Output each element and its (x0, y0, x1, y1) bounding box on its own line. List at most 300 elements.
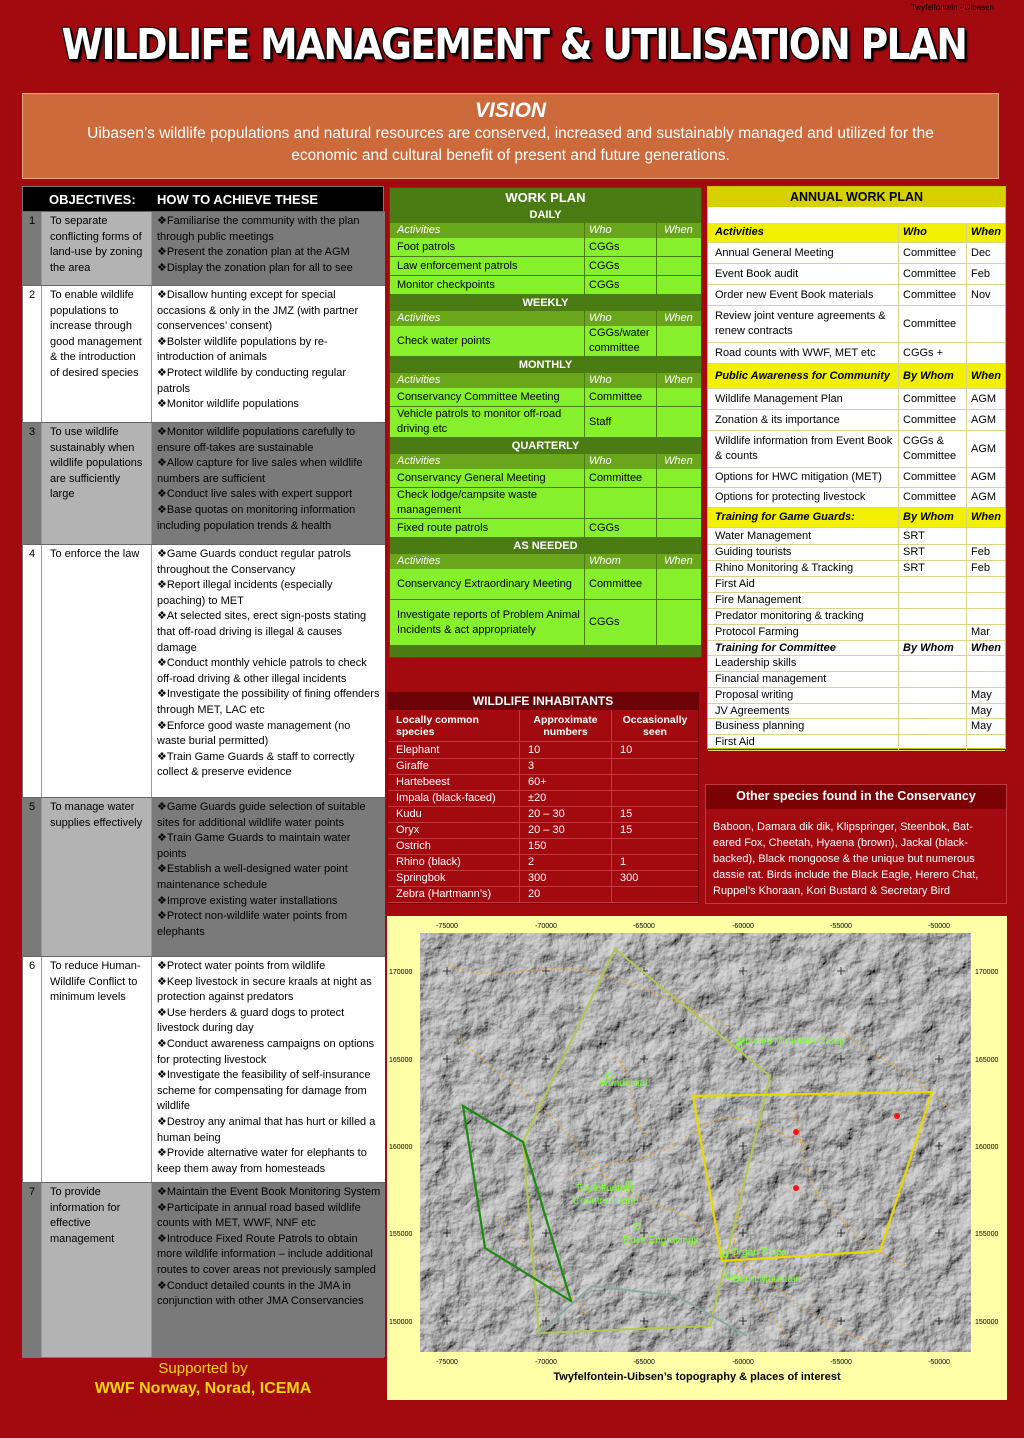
how-item: ❖Protect water points from wildlife (157, 960, 326, 972)
who: By Whom (899, 508, 967, 527)
y-tick-right: 160000 (975, 1144, 999, 1151)
species-number: 150 (520, 839, 612, 854)
how-item: ❖Use herders & guard dogs to protect livestock during day (157, 1006, 345, 1035)
who: Committee (899, 468, 967, 487)
how-item: ❖Monitor wildlife populations (157, 398, 299, 411)
wildlife-row (388, 839, 698, 855)
vision-heading: VISION (474, 99, 547, 122)
how-list (152, 423, 385, 544)
annual-plan-title: ANNUAL WORK PLAN (708, 187, 1005, 207)
wildlife-row (388, 855, 698, 871)
how-item: ❖Destroy any animal that has hurt or killed a human being (157, 1115, 376, 1144)
species-name: Ostrich (388, 839, 520, 854)
objective-row (23, 544, 385, 797)
objective-text: To use wildlife sustainably when wildlife populations are sufficiently large (41, 423, 152, 544)
work-plan-section-monthly: MONTHLY (390, 357, 701, 373)
who: By Whom (899, 641, 967, 655)
species-number: 20 – 30 (520, 823, 612, 838)
place-label: Rock Engravings (623, 1235, 699, 1246)
when (657, 600, 701, 645)
who: CGGs (585, 257, 657, 275)
species-number: 300 (520, 871, 612, 886)
annual-plan-row (708, 656, 1005, 672)
work-plan-row (390, 257, 701, 276)
how-item: ❖Participate in annual road based wildlife counts with MET, WWF, NNF etc (157, 1201, 361, 1230)
work-plan-col-header (390, 223, 701, 238)
activity: Public Awareness for Community (708, 364, 899, 388)
activity: Wildlife information from Event Book & counts (708, 431, 899, 467)
work-plan-row (390, 488, 701, 519)
activity: Investigate reports of Problem Animal Incidents & act appropriately (390, 600, 585, 645)
work-plan-row (390, 600, 701, 646)
vision-box (22, 93, 999, 179)
x-tick-bottom: -55000 (830, 1359, 852, 1366)
when (967, 528, 1005, 544)
species-occasional: 15 (620, 824, 633, 836)
when (967, 577, 1005, 592)
corner-label: Twyfelfontein - Uibasen (910, 3, 994, 12)
col-when: When (664, 312, 693, 324)
when (657, 469, 701, 487)
objective-row (23, 211, 385, 285)
who: CGGs + (899, 343, 967, 363)
wildlife-row (388, 887, 698, 903)
work-plan-table (389, 187, 702, 658)
when (657, 569, 701, 599)
who (899, 672, 967, 687)
map-canvas (387, 916, 1007, 1371)
objective-text: To provide information for effective management (41, 1183, 152, 1357)
activity: Rhino Monitoring & Tracking (708, 561, 899, 576)
topography-map (387, 916, 1007, 1400)
activity: Order new Event Book materials (708, 285, 899, 305)
objective-text: To enforce the law (41, 545, 152, 797)
how-item: ❖At selected sites, erect sign-posts stating that off-road driving is illegal & causes damage (157, 610, 367, 654)
wildlife-row (388, 871, 698, 887)
when: AGM (971, 471, 997, 483)
who: Committee (585, 469, 657, 487)
how-item: ❖Protect non-wildlife water points from elephants (157, 910, 348, 938)
annual-plan-row (708, 561, 1005, 577)
when: AGM (971, 442, 997, 455)
species-name: Kudu (388, 807, 520, 822)
when (657, 238, 701, 256)
who (899, 656, 967, 671)
how-item: ❖Bolster wildlife populations by re-introduction of animals (157, 335, 328, 364)
x-tick-top: -60000 (732, 923, 754, 930)
who: Committee (899, 488, 967, 507)
objective-number: 1 (23, 212, 41, 285)
support-line2: WWF Norway, Norad, ICEMA (94, 1380, 312, 1397)
objective-row (23, 285, 385, 422)
place-label: Burnt Mountain (733, 1274, 801, 1285)
how-item: ❖Conduct awareness campaigns on options for protecting livestock (157, 1037, 375, 1066)
objective-text: To manage water supplies effectively (41, 798, 152, 956)
activity: Event Book audit (708, 264, 899, 284)
work-plan-row (390, 276, 701, 295)
how-item: ❖Present the zonation plan at the AGM (157, 246, 350, 259)
annual-plan-subheader (708, 364, 1005, 389)
wildlife-col-2: Occasionally seen (622, 713, 688, 738)
col-when: When (664, 374, 693, 386)
species-name: Oryx (388, 823, 520, 838)
how-item: ❖Conduct live sales with expert support (157, 488, 353, 501)
work-plan-col-header (390, 311, 701, 326)
wildlife-row (388, 823, 698, 839)
annual-plan-subheader (708, 223, 1005, 243)
activity: Law enforcement patrols (390, 257, 585, 275)
work-plan-row (390, 519, 701, 538)
annual-plan-row (708, 410, 1005, 431)
activity: Conservancy Extraordinary Meeting (390, 569, 585, 599)
other-species-box (705, 784, 1007, 904)
work-plan-col-header (390, 373, 701, 388)
annual-plan-row (708, 688, 1005, 704)
when: Feb (971, 562, 990, 574)
species-number: 60+ (520, 775, 612, 790)
work-plan-title: WORK PLAN (390, 188, 701, 207)
col-who: Who (585, 223, 657, 238)
activity: Training for Committee (708, 641, 899, 655)
page-title: WILDLIFE MANAGEMENT & UTILISATION PLAN (61, 20, 967, 70)
objective-number: 3 (23, 423, 41, 544)
when: When (971, 511, 1001, 523)
who (899, 609, 967, 624)
work-plan-row (390, 326, 701, 357)
place-label: Twyfelfontein (575, 1183, 634, 1194)
activity: Vehicle patrols to monitor off-road driving etc (390, 407, 585, 437)
when (657, 407, 701, 437)
activity: Proposal writing (708, 688, 899, 703)
species-occasional: 15 (620, 808, 633, 820)
when: May (971, 689, 992, 701)
objective-row (23, 797, 385, 956)
annual-work-plan-table (707, 186, 1006, 749)
who (585, 488, 657, 518)
how-item: ❖Report illegal incidents (especially poaching) to MET (157, 579, 333, 607)
col-who: Who (585, 311, 657, 326)
annual-plan-row (708, 343, 1005, 364)
who (899, 593, 967, 608)
who: SRT (899, 528, 967, 544)
objective-number: 6 (23, 957, 41, 1182)
who: SRT (899, 545, 967, 560)
when: May (971, 720, 992, 732)
work-plan-col-header (390, 554, 701, 569)
work-plan-row (390, 238, 701, 257)
who: By Whom (899, 364, 967, 388)
col-who: Who (585, 373, 657, 388)
species-number: 20 (520, 887, 612, 902)
objective-text: To enable wildlife populations to increase through good management & the introduction of desired species (41, 286, 152, 422)
y-tick-left: 170000 (389, 969, 413, 976)
activity: Review joint venture agreements & renew contracts (708, 306, 899, 342)
objectives-header-label: OBJECTIVES: (49, 191, 136, 207)
how-item: ❖Train Game Guards & staff to correctly collect & preserve evidence (157, 750, 355, 779)
who: Committee (899, 264, 967, 284)
who: Committee (899, 243, 967, 263)
species-name: Hartebeest (388, 775, 520, 790)
when: AGM (971, 413, 997, 426)
who (899, 625, 967, 640)
who: Committee (899, 410, 967, 430)
annual-plan-row (708, 609, 1005, 625)
activity: Fixed route patrols (390, 519, 585, 537)
objective-row (23, 1182, 385, 1357)
how-item: ❖Introduce Fixed Route Patrols to obtain more wildlife information – include additional routes to cover areas not previously sampled (157, 1232, 376, 1276)
y-tick-left: 155000 (389, 1231, 413, 1238)
activity: JV Agreements (708, 704, 899, 718)
how-item: ❖Train Game Guards to maintain water points (157, 832, 351, 860)
species-number: 3 (520, 759, 612, 774)
y-tick-right: 165000 (975, 1057, 999, 1064)
activity: First Aid (708, 577, 899, 592)
who: Committee (899, 285, 967, 305)
col-activities: Activities (390, 554, 585, 569)
species-number: 20 – 30 (520, 807, 612, 822)
wildlife-row (388, 791, 698, 807)
annual-plan-row (708, 625, 1005, 641)
how-list (152, 798, 385, 956)
vision-text: Uibasen’s wildlife populations and natural resources are conserved, increased and sustainably managed and utilized for the economic and cultural benefit of present and future generations. (87, 125, 934, 164)
objective-row (23, 956, 385, 1182)
how-list (152, 212, 385, 285)
y-tick-left: 160000 (389, 1144, 413, 1151)
activity: Activities (708, 223, 899, 242)
species-occasional: 300 (620, 872, 639, 884)
annual-plan-row (708, 264, 1005, 285)
how-list (152, 957, 385, 1182)
place-label: Mowani Mountain Camp (737, 1036, 845, 1047)
species-name: Springbok (388, 871, 520, 886)
annual-plan-subheader (708, 641, 1005, 656)
y-tick-right: 150000 (975, 1319, 999, 1326)
work-plan-col-header (390, 454, 701, 469)
when: May (971, 704, 992, 717)
annual-plan-row (708, 577, 1005, 593)
activity: Predator monitoring & tracking (708, 609, 899, 624)
who: CGGs (585, 238, 657, 256)
wildlife-inhabitants-table (387, 692, 699, 904)
how-item: ❖Investigate the possibility of fining offenders through MET, LAC etc (157, 688, 380, 716)
how-header-label: HOW TO ACHIEVE THESE (157, 191, 319, 207)
objective-row (23, 422, 385, 544)
activity: Fire Management (708, 593, 899, 608)
place-label: Organ Pipes (731, 1247, 787, 1258)
how-item: ❖Game Guards conduct regular patrols throughout the Conservancy (157, 548, 351, 576)
who: CGGs/water committee (585, 326, 657, 356)
when (657, 326, 701, 356)
objective-text: To separate conflicting forms of land-use by zoning the area (41, 212, 152, 285)
when: AGM (971, 392, 997, 405)
map-caption: Twyfelfontein-Uibsen’s topography & places of interest (553, 1371, 841, 1383)
when (657, 519, 701, 537)
wildlife-col-header (388, 710, 698, 742)
how-item: ❖Provide alternative water for elephants to keep them away from homesteads (157, 1147, 367, 1175)
how-item: ❖Base quotas on monitoring information including population trends & health (157, 503, 356, 532)
who: SRT (899, 561, 967, 576)
who (899, 735, 967, 750)
annual-plan-row (708, 593, 1005, 609)
activity: Training for Game Guards: (708, 508, 899, 527)
activity: Monitor checkpoints (390, 276, 585, 294)
who: Staff (585, 407, 657, 437)
who (899, 719, 967, 734)
sighting-point (894, 1113, 900, 1119)
annual-plan-row (708, 704, 1005, 719)
activity: Guiding tourists (708, 545, 899, 560)
objective-number: 2 (23, 286, 41, 422)
activity: Water Management (708, 528, 899, 544)
when (967, 343, 1005, 363)
x-tick-bottom: -70000 (535, 1359, 557, 1366)
sighting-point (793, 1129, 799, 1135)
how-item: ❖Improve existing water installations (157, 894, 338, 907)
x-tick-top: -75000 (436, 923, 458, 930)
who: CGGs (585, 276, 657, 294)
species-occasional: 10 (620, 744, 633, 756)
wildlife-col-1: Approximate numbers (520, 710, 612, 741)
col-activities: Activities (390, 311, 585, 326)
how-item: ❖Game Guards guide selection of suitable sites for additional wildlife water points (157, 801, 366, 829)
when: Dec (971, 246, 991, 259)
objective-number: 4 (23, 545, 41, 797)
when (967, 656, 1005, 671)
species-number: 10 (520, 743, 612, 758)
work-plan-row (390, 569, 701, 600)
species-name: Rhino (black) (388, 855, 520, 870)
objective-number: 7 (23, 1183, 41, 1357)
species-occasional (612, 839, 698, 854)
when: Mar (971, 626, 990, 638)
place-label: Wondergat (599, 1078, 648, 1089)
y-tick-left: 150000 (389, 1319, 413, 1326)
when (657, 257, 701, 275)
when (967, 306, 1005, 342)
activity: Options for protecting livestock (708, 488, 899, 507)
work-plan-row (390, 388, 701, 407)
objective-text: To reduce Human-Wildlife Conflict to minimum levels (41, 957, 152, 1182)
x-tick-top: -50000 (928, 923, 950, 930)
wildlife-row (388, 775, 698, 791)
how-item: ❖Keep livestock in secure kraals at night as protection against predators (157, 975, 372, 1004)
col-when: When (664, 555, 693, 567)
activity: Conservancy General Meeting (390, 469, 585, 487)
species-name: Giraffe (388, 759, 520, 774)
activity: Protocol Farming (708, 625, 899, 640)
species-number: ±20 (520, 791, 612, 806)
support-block (22, 1360, 384, 1398)
when: Nov (971, 288, 991, 301)
x-tick-top: -65000 (633, 923, 655, 930)
how-item: ❖Investigate the feasibility of self-insurance scheme for compensating for damage from wildlife (157, 1069, 371, 1113)
work-plan-row (390, 469, 701, 488)
objectives-table (22, 186, 384, 1358)
annual-plan-row (708, 735, 1005, 751)
relief-shading (420, 933, 971, 1352)
work-plan-row (390, 407, 701, 438)
who: Who (899, 223, 967, 242)
col-who: Whom (585, 554, 657, 569)
wildlife-row (388, 807, 698, 823)
annual-plan-row (708, 468, 1005, 488)
who (899, 577, 967, 592)
species-name: Elephant (388, 743, 520, 758)
other-species-text: Baboon, Damara dik dik, Klipspringer, Steenbok, Bat-eared Fox, Cheetah, Hyaena (brown), Jackal (black-backed), Black mongoose & the unique but numerous dassie rat. Birds include the Black Eagle, Herero Chat, Ruppel’s Khoraan, Kori Bustard & Secretary Bird (713, 821, 979, 897)
species-name: Impala (black-faced) (388, 791, 520, 806)
x-tick-top: -55000 (830, 923, 852, 930)
objectives-header (23, 187, 383, 211)
annual-plan-row (708, 285, 1005, 306)
when (967, 672, 1005, 687)
work-plan-section-daily: DAILY (390, 207, 701, 223)
activity: Leadership skills (708, 656, 899, 671)
when (657, 388, 701, 406)
col-when: When (664, 455, 693, 467)
wildlife-row (388, 759, 698, 775)
activity: Annual General Meeting (708, 243, 899, 263)
species-occasional (612, 759, 698, 774)
activity: Conservancy Committee Meeting (390, 388, 585, 406)
when: When (971, 369, 1001, 382)
col-activities: Activities (390, 223, 585, 238)
annual-plan-row (708, 431, 1005, 468)
annual-plan-row (708, 545, 1005, 561)
when: When (971, 641, 1001, 654)
how-list (152, 545, 385, 797)
work-plan-section-as-needed: AS NEEDED (390, 538, 701, 554)
x-tick-bottom: -60000 (732, 1359, 754, 1366)
species-name: Zebra (Hartmann’s) (388, 887, 520, 902)
species-number: 2 (520, 855, 612, 870)
who: Committee (899, 306, 967, 342)
y-tick-left: 165000 (389, 1057, 413, 1064)
col-activities: Activities (390, 454, 585, 469)
activity: First Aid (708, 735, 899, 750)
how-list (152, 286, 385, 422)
annual-plan-row (708, 672, 1005, 688)
how-item: ❖Conduct detailed counts in the JMA in conjunction with other JMA Conservancies (157, 1279, 364, 1308)
objective-number: 5 (23, 798, 41, 956)
who: CGGs (585, 519, 657, 537)
who: CGGs & Committee (899, 431, 967, 467)
how-list (152, 1183, 385, 1357)
annual-plan-row (708, 306, 1005, 343)
who: Committee (585, 388, 657, 406)
activity: Check water points (390, 326, 585, 356)
species-occasional (612, 791, 698, 806)
y-tick-right: 155000 (975, 1231, 999, 1238)
when (967, 609, 1005, 624)
when: When (971, 226, 1001, 238)
activity: Wildlife Management Plan (708, 389, 899, 409)
how-item: ❖Conduct monthly vehicle patrols to check off-road driving & other illegal incidents (157, 657, 367, 685)
annual-plan-row (708, 488, 1005, 508)
x-tick-bottom: -50000 (928, 1359, 950, 1366)
place-label: Country Lodge (573, 1196, 639, 1207)
annual-plan-subheader (708, 508, 1005, 528)
sighting-point (793, 1185, 799, 1191)
how-item: ❖Allow capture for live sales when wildlife numbers are sufficient (157, 457, 363, 485)
how-item: ❖Maintain the Event Book Monitoring System (157, 1186, 381, 1198)
when (967, 735, 1005, 750)
activity: Road counts with WWF, MET etc (708, 343, 899, 363)
species-occasional (612, 887, 698, 902)
species-occasional: 1 (620, 856, 627, 868)
activity: Options for HWC mitigation (MET) (708, 468, 899, 487)
how-item: ❖Establish a well-designed water point maintenance schedule (157, 863, 348, 891)
other-species-title: Other species found in the Conservancy (706, 785, 1006, 809)
